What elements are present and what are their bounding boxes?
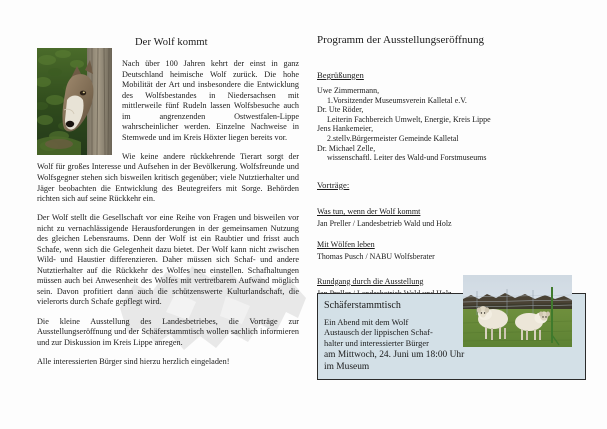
greeting-name: Uwe Zimmermann, <box>317 86 380 95</box>
paragraph-5: Alle interessierten Bürger sind hierzu herzlich eingeladen! <box>37 356 230 366</box>
greeting-role: Leiterin Fachbereich Umwelt, Energie, Kreis Lippe <box>327 114 491 124</box>
spacer <box>317 262 589 271</box>
page-title: Der Wolf kommt <box>135 37 208 48</box>
talks-heading-wrap <box>317 175 589 194</box>
talk-title: Was tun, wenn der Wolf kommt <box>317 206 421 216</box>
talk-title: Mit Wölfen leben <box>317 239 375 249</box>
stammtisch-line: Ein Abend mit dem Wolf <box>324 318 409 327</box>
paragraph-3: Der Wolf stellt die Gesellschaft vor eine Reihe von Fragen und bisweilen vor nicht zu vernachlässigende Herausforderungen in der gemeinsamen Nutzung des gleichen Lebensraums. Denn der Wolf ist ein Raubtier und frisst auch Schafe, wenn sich die Gelegenheit dazu bietet. Der Wolf kann nicht zwischen Wild- und Haustier differenzieren. Daher müssen sich Schaf- und andere Nutztierhalter auf die Rückkehr des Wolfes neu einstellen. Schafhaltungen müssen auch bei Anwesenheit des Wolfes mit vertretbarem Aufwand möglich sein. Davon profitiert dann auch die schützenswerte Kulturlandschaft, die vielerorts durch Schafe gepflegt wird. <box>37 213 299 307</box>
left-column <box>37 36 299 376</box>
right-column <box>317 33 589 299</box>
talk-speaker: Jan Preller / Landesbetrieb Wald und Holz <box>317 218 452 228</box>
talk-item <box>317 234 589 262</box>
greeting-name: Jens Hankemeier, <box>317 124 374 134</box>
paragraph-2: Wie keine andere rückkehrende Tierart sorgt der Wolf für großes Interesse und Aufsehen in der Bevölkerung. Wolfsfreunde und Wolfsgegner stehen sich bisweilen kritisch gegenüber; viele Nutztierhalter und Jäger beobachten die Entwicklung des Beutegreifers mit Sorge. Behörden richten sich auf seine Rückkehr ein. <box>37 151 299 204</box>
greeting-name: Dr. Michael Zelle, <box>317 143 376 153</box>
stammtisch-content <box>318 294 465 373</box>
greeting-role: 2.stellv.Bürgermeister Gemeinde Kalletal <box>327 133 459 143</box>
stammtisch-line: Austausch der lippischen Schaf- <box>324 328 433 338</box>
greetings-list <box>317 86 589 163</box>
stammtisch-line: halter und interessierter Bürger <box>324 338 429 348</box>
talks-heading: Vorträge: <box>317 179 350 190</box>
greetings-heading-wrap <box>317 65 589 84</box>
paragraph-1: Nach über 100 Jahren kehrt der einst in ganz Deutschland heimische Wolf zurück. Die hohe Mobilität der Art und insbesondere die Entwicklung des Wolfsbestandes in Niedersachsen mit mittlerweile fünf Rudeln lassen Wolfsbesuche auch im angrenzenden Ostwestfalen-Lippe wahrscheinlicher werden. Einzelne Nachweise in Stemwede und im Kreis Höxter liegen bereits vor. <box>122 59 299 142</box>
stammtisch-title: Schäferstammtisch <box>324 300 401 311</box>
stammtisch-datetime: am Mittwoch, 24. Juni um 18:00 Uhr <box>324 350 465 361</box>
greeting-role: 1.Vorsitzender Museumsverein Kalletal e.V. <box>327 95 467 105</box>
talk-item <box>317 201 589 229</box>
talk-speaker: Thomas Pusch / NABU Wolfsberater <box>317 251 435 261</box>
stammtisch-datetime-block <box>324 350 574 373</box>
program-title: Programm der Ausstellungseröffnung <box>317 34 485 46</box>
sheep-photo <box>463 275 572 347</box>
greeting-role: wissenschaftl. Leiter des Wald-und Forstmuseums <box>327 153 487 163</box>
greeting-name: Dr. Ute Röder, <box>317 105 364 115</box>
spacer <box>317 163 589 175</box>
paragraph-4: Die kleine Ausstellung des Landesbetriebes, die Vorträge zur Ausstellungseröffnung und der Schäferstammtisch wollen sachlich informieren und zur Diskussion im Kreis Lippe anregen. <box>37 316 299 347</box>
greetings-heading: Begrüßungen <box>317 70 364 80</box>
talk-title: Rundgang durch die Ausstellung <box>317 276 424 286</box>
stammtisch-location: im Museum <box>324 361 370 372</box>
